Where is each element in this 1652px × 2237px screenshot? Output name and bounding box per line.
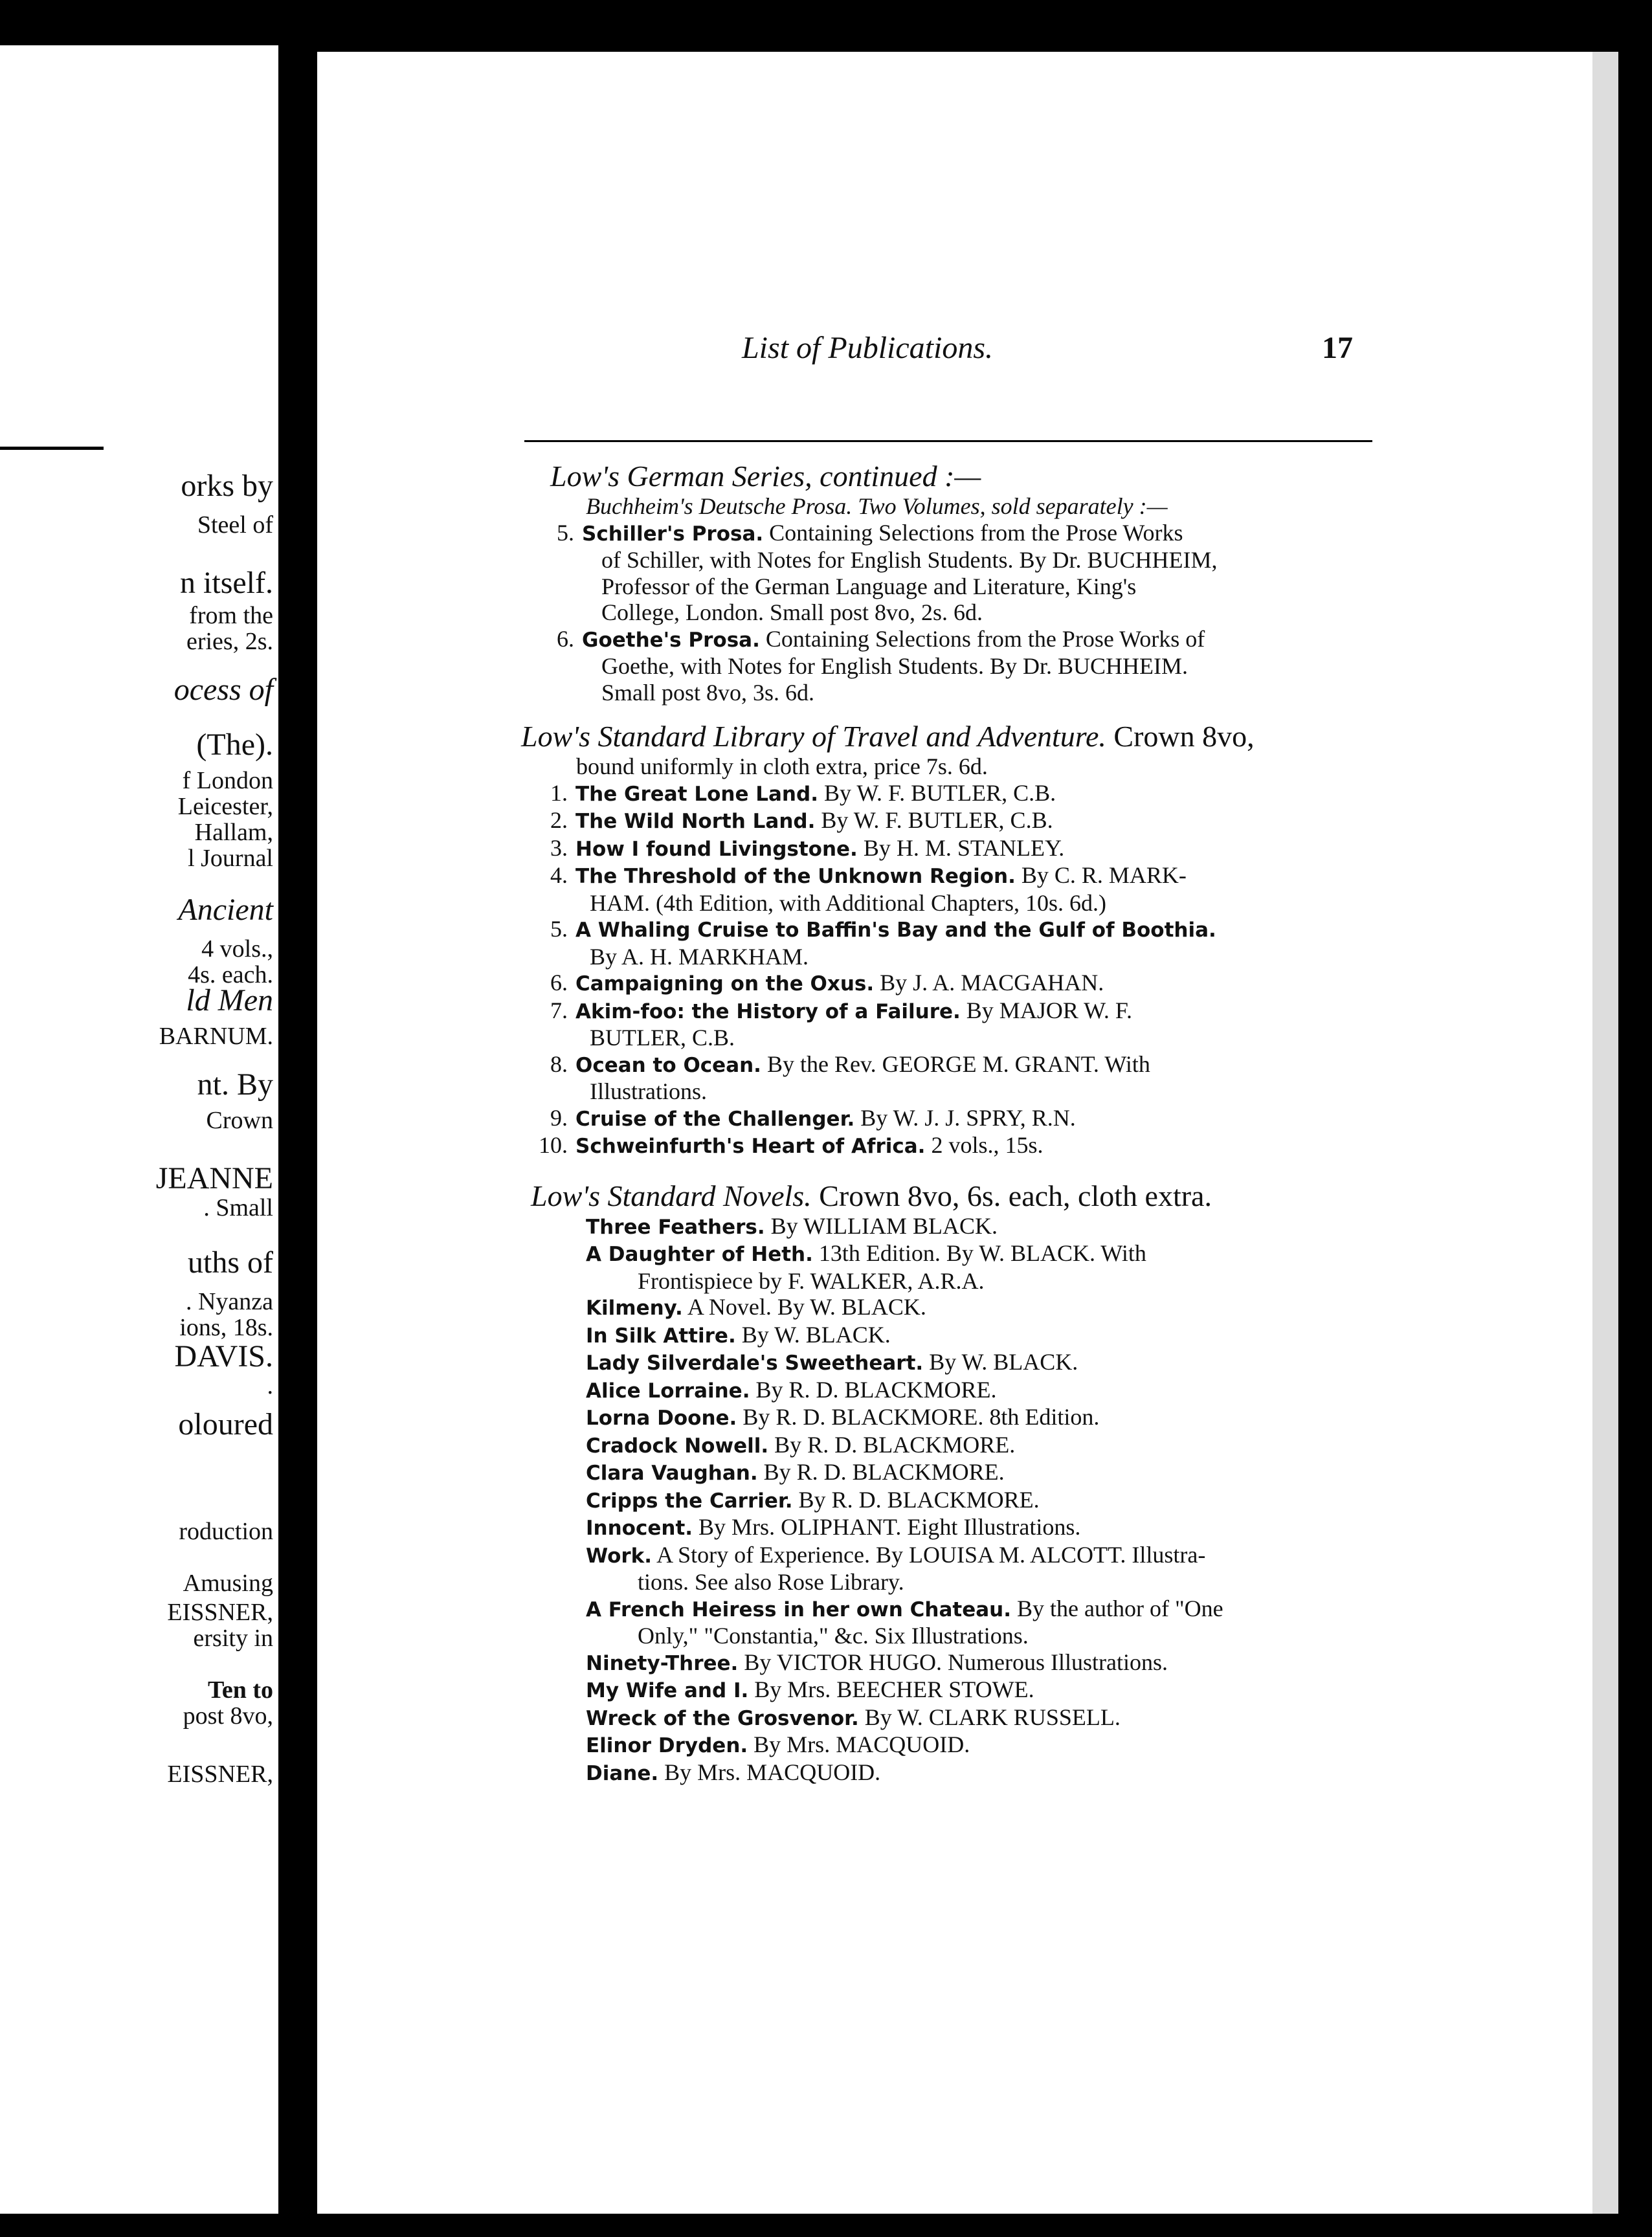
novel-item: [586, 1213, 1389, 1241]
item-first-line: The Threshold of the Unknown Region. By C. R. MARK-: [575, 862, 1187, 888]
item-first-line: The Great Lone Land. By W. F. BUTLER, C.B.: [575, 779, 1056, 806]
item-title: Kilmeny.: [586, 1297, 683, 1320]
item-body: [575, 862, 1389, 916]
item-number: 1.: [550, 779, 568, 806]
item-continuation: Goethe, with Notes for English Students. By Dr. BUCHHEIM.: [601, 653, 1188, 679]
novel-item: [586, 1322, 1389, 1350]
page-content: [521, 447, 1389, 1786]
travel-item: [521, 807, 1389, 835]
travel-item: [521, 1051, 1389, 1105]
item-number: 9.: [550, 1104, 568, 1131]
item-first-line: Schweinfurth's Heart of Africa. 2 vols., 15s.: [575, 1132, 1044, 1158]
left-fragment-f16: BARNUM.: [159, 1023, 273, 1050]
item-continuation: Professor of the German Language and Literature, King's: [601, 573, 1137, 599]
travel-library-heading: [521, 720, 1389, 753]
left-fragment-f33: EISSNER,: [167, 1761, 273, 1788]
item-continuation: By A. H. MARKHAM.: [590, 943, 809, 970]
item-title: Innocent.: [586, 1517, 693, 1540]
item-first-line: Lady Silverdale's Sweetheart. By W. BLACK.: [586, 1349, 1078, 1375]
novel-item: [586, 1514, 1389, 1542]
header-rule: [524, 440, 1372, 442]
left-fragment-f29: EISSNER,: [167, 1599, 273, 1626]
item-title: Cripps the Carrier.: [586, 1489, 793, 1513]
left-fragment-f3: n itself.: [180, 566, 273, 600]
novels-heading: [531, 1179, 1389, 1213]
left-fragment-f23: ions, 18s.: [179, 1314, 273, 1341]
left-fragment-f5: eries, 2s.: [186, 628, 273, 655]
item-number: 3.: [550, 834, 568, 861]
item-number: 10.: [539, 1132, 568, 1158]
item-continuation: BUTLER, C.B.: [590, 1025, 735, 1051]
left-fragment-f31: Ten to: [207, 1676, 273, 1704]
item-first-line: The Wild North Land. By W. F. BUTLER, C.B.: [575, 807, 1053, 833]
item-continuation: Only," "Constantia," &c. Six Illustrations.: [638, 1623, 1029, 1649]
novel-item: [586, 1676, 1389, 1704]
item-body: [575, 780, 1389, 808]
left-fragment-f6: ocess of: [173, 673, 273, 707]
item-first-line: Innocent. By Mrs. OLIPHANT. Eight Illustrations.: [586, 1514, 1081, 1540]
left-fragment-f30: ersity in: [193, 1625, 273, 1652]
item-continuation: Small post 8vo, 3s. 6d.: [601, 679, 815, 706]
novel-item: [586, 1487, 1389, 1515]
novels-heading-italic: Low's Standard Novels.: [531, 1179, 812, 1212]
german-series-subheading: Buchheim's Deutsche Prosa. Two Volumes, sold separately :—: [586, 493, 1168, 519]
left-fragment-f24: DAVIS.: [174, 1339, 273, 1374]
left-fragment-f10: Hallam,: [194, 819, 273, 846]
travel-item: [521, 1132, 1389, 1160]
novel-item: [586, 1349, 1389, 1377]
travel-item: [521, 862, 1389, 916]
item-title: How I found Livingstone.: [575, 837, 858, 861]
novel-item: [586, 1704, 1389, 1732]
german-series-heading: Low's German Series, continued :—: [550, 460, 981, 493]
travel-library-list: [521, 780, 1389, 1160]
item-title: Alice Lorraine.: [586, 1379, 750, 1403]
novel-item: [586, 1596, 1389, 1649]
item-title: Ninety-Three.: [586, 1651, 739, 1675]
travel-item: [521, 1105, 1389, 1133]
item-title: Schiller's Prosa.: [582, 522, 764, 546]
item-title: My Wife and I.: [586, 1679, 749, 1702]
item-first-line: Ninety-Three. By VICTOR HUGO. Numerous Illustrations.: [586, 1649, 1168, 1675]
item-title: Cradock Nowell.: [586, 1434, 769, 1458]
item-number: 4.: [550, 862, 568, 888]
novels-list: [521, 1213, 1389, 1787]
travel-heading-italic: Low's Standard Library of Travel and Adventure.: [521, 720, 1106, 753]
travel-item: [521, 997, 1389, 1051]
left-fragment-f18: Crown: [206, 1107, 273, 1134]
item-body: [575, 997, 1389, 1051]
item-title: Goethe's Prosa.: [582, 628, 760, 652]
novel-item: [586, 1731, 1389, 1759]
travel-heading-plain: Crown 8vo,: [1113, 720, 1255, 753]
left-fragment-f4: from the: [189, 602, 273, 629]
left-fragment-f19: JEANNE: [155, 1161, 273, 1196]
travel-item: [521, 780, 1389, 808]
page-edge: [1592, 52, 1618, 2214]
left-fragment-f32: post 8vo,: [183, 1702, 273, 1730]
item-body: [575, 916, 1389, 970]
item-title: Three Feathers.: [586, 1215, 765, 1239]
item-number: 5.: [557, 519, 574, 546]
novel-item: [586, 1759, 1389, 1787]
item-title: Schweinfurth's Heart of Africa.: [575, 1135, 926, 1158]
left-page-rule: [0, 447, 104, 450]
item-body: [582, 626, 1389, 706]
left-fragment-f13: 4 vols.,: [201, 935, 273, 963]
left-fragment-f8: f London: [182, 767, 273, 794]
item-number: 5.: [550, 916, 568, 942]
item-first-line: [575, 916, 1389, 944]
item-first-line: In Silk Attire. By W. BLACK.: [586, 1321, 891, 1348]
item-body: [575, 835, 1389, 863]
item-title: The Great Lone Land.: [575, 782, 818, 806]
page-number: 17: [1322, 331, 1353, 365]
left-fragment-f11: l Journal: [188, 845, 273, 872]
item-continuation: College, London. Small post 8vo, 2s. 6d.: [601, 599, 983, 625]
item-title: Cruise of the Challenger.: [575, 1107, 855, 1131]
item-title: A Whaling Cruise to Baffin's Bay and the Gulf of Boothia.: [575, 918, 1216, 942]
item-title: Work.: [586, 1544, 653, 1568]
left-fragment-f14: 4s. each.: [188, 961, 273, 988]
item-first-line: Schiller's Prosa. Containing Selections from the Prose Works: [582, 519, 1183, 546]
travel-item: [521, 970, 1389, 997]
item-first-line: A Daughter of Heth. 13th Edition. By W. BLACK. With: [586, 1240, 1146, 1266]
item-body: [575, 807, 1389, 835]
item-title: A Daughter of Heth.: [586, 1243, 813, 1266]
item-first-line: My Wife and I. By Mrs. BEECHER STOWE.: [586, 1676, 1034, 1702]
item-continuation: HAM. (4th Edition, with Additional Chapters, 10s. 6d.): [590, 889, 1106, 916]
item-body: [575, 1051, 1389, 1105]
item-title: A French Heiress in her own Chateau.: [586, 1597, 1012, 1621]
novel-item: [586, 1404, 1389, 1432]
german-series-list: [521, 520, 1389, 706]
left-fragment-f2: Steel of: [197, 511, 273, 539]
item-body: [582, 520, 1389, 626]
item-first-line: Diane. By Mrs. MACQUOID.: [586, 1759, 881, 1785]
german-item: [528, 520, 1389, 626]
left-fragment-f9: Leicester,: [177, 793, 273, 820]
left-fragment-f15: ld Men: [186, 983, 273, 1018]
novel-item: [586, 1649, 1389, 1677]
item-number: 8.: [550, 1051, 568, 1077]
item-title: Elinor Dryden.: [586, 1734, 748, 1757]
novels-heading-plain: Crown 8vo, 6s. each, cloth extra.: [819, 1179, 1212, 1212]
item-first-line: Three Feathers. By WILLIAM BLACK.: [586, 1212, 998, 1239]
left-fragment-f25: .: [267, 1372, 273, 1399]
item-first-line: Wreck of the Grosvenor. By W. CLARK RUSSELL.: [586, 1704, 1121, 1730]
item-title: Wreck of the Grosvenor.: [586, 1706, 859, 1730]
item-body: [575, 1105, 1389, 1133]
german-item: [528, 626, 1389, 706]
left-page-fragment: [0, 45, 278, 2214]
item-continuation: of Schiller, with Notes for English Students. By Dr. BUCHHEIM,: [601, 547, 1218, 573]
left-fragment-f7: (The).: [196, 728, 273, 762]
travel-library-subline: bound uniformly in cloth extra, price 7s. 6d.: [576, 753, 988, 779]
novel-item: [586, 1542, 1389, 1596]
item-title: In Silk Attire.: [586, 1324, 736, 1348]
item-first-line: Akim-foo: the History of a Failure. By MAJOR W. F.: [575, 997, 1132, 1023]
item-first-line: Elinor Dryden. By Mrs. MACQUOID.: [586, 1731, 970, 1757]
page-gutter: [278, 0, 317, 2237]
novel-item: [586, 1294, 1389, 1322]
item-title: Clara Vaughan.: [586, 1462, 758, 1485]
item-title: Campaigning on the Oxus.: [575, 972, 875, 996]
novel-item: [586, 1459, 1389, 1487]
item-first-line: Ocean to Ocean. By the Rev. GEORGE M. GRANT. With: [575, 1051, 1150, 1077]
item-body: [575, 970, 1389, 997]
item-title: Akim-foo: the History of a Failure.: [575, 999, 961, 1023]
item-body: [575, 1132, 1389, 1160]
item-continuation: Frontispiece by F. WALKER, A.R.A.: [638, 1267, 985, 1294]
item-first-line: How I found Livingstone. By H. M. STANLEY.: [575, 834, 1065, 861]
travel-item: [521, 916, 1389, 970]
running-head: List of Publications.: [741, 331, 994, 365]
item-number: 7.: [550, 997, 568, 1023]
left-fragment-f22: . Nyanza: [185, 1288, 273, 1315]
item-first-line: Cripps the Carrier. By R. D. BLACKMORE.: [586, 1486, 1040, 1513]
item-first-line: A French Heiress in her own Chateau. By the author of "One: [586, 1595, 1223, 1621]
left-fragment-f12: Ancient: [178, 893, 273, 927]
left-fragment-f21: uths of: [188, 1245, 273, 1280]
item-title: The Wild North Land.: [575, 810, 816, 833]
left-fragment-f20: . Small: [203, 1194, 273, 1221]
travel-item: [521, 835, 1389, 863]
item-title: Lady Silverdale's Sweetheart.: [586, 1352, 924, 1375]
item-first-line: Campaigning on the Oxus. By J. A. MACGAHAN.: [575, 970, 1104, 996]
item-title: The Threshold of the Unknown Region.: [575, 865, 1016, 888]
item-number: 2.: [550, 807, 568, 833]
left-fragment-f28: Amusing: [183, 1570, 273, 1597]
item-title: Diane.: [586, 1761, 659, 1785]
item-first-line: Alice Lorraine. By R. D. BLACKMORE.: [586, 1376, 997, 1403]
item-number: 6.: [550, 970, 568, 996]
left-fragment-f26: oloured: [178, 1407, 273, 1441]
item-first-line: Lorna Doone. By R. D. BLACKMORE. 8th Edition.: [586, 1404, 1100, 1430]
left-fragment-f17: nt. By: [197, 1067, 273, 1102]
novel-item: [586, 1240, 1389, 1294]
item-first-line: Work. A Story of Experience. By LOUISA M. ALCOTT. Illustra-: [586, 1541, 1206, 1568]
item-title: Ocean to Ocean.: [575, 1053, 761, 1077]
item-continuation: Illustrations.: [590, 1078, 707, 1104]
item-first-line: Clara Vaughan. By R. D. BLACKMORE.: [586, 1459, 1005, 1485]
left-fragment-f27: roduction: [179, 1518, 273, 1545]
item-number: 6.: [557, 625, 574, 652]
item-first-line: Cruise of the Challenger. By W. J. J. SPRY, R.N.: [575, 1104, 1076, 1131]
left-fragment-f1: orks by: [181, 469, 273, 503]
item-title: Lorna Doone.: [586, 1407, 737, 1430]
item-first-line: Kilmeny. A Novel. By W. BLACK.: [586, 1294, 926, 1320]
novel-item: [586, 1377, 1389, 1405]
novel-item: [586, 1432, 1389, 1460]
item-continuation: tions. See also Rose Library.: [638, 1569, 904, 1595]
item-first-line: Cradock Nowell. By R. D. BLACKMORE.: [586, 1431, 1016, 1458]
item-first-line: Goethe's Prosa. Containing Selections from the Prose Works of: [582, 625, 1205, 652]
